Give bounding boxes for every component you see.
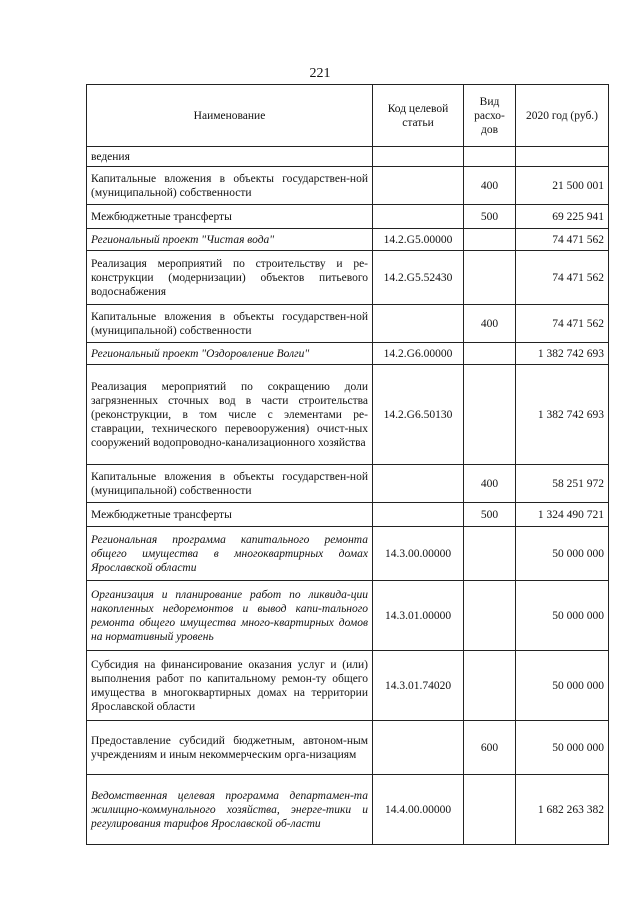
budget-table [86, 84, 609, 845]
row-code: 14.3.01.74020 [373, 651, 464, 721]
table-row [87, 251, 609, 305]
table-row [87, 229, 609, 251]
row-amount: 74 471 562 [516, 305, 609, 343]
table-row [87, 651, 609, 721]
row-code: 14.2.G5.52430 [373, 251, 464, 305]
row-code [373, 503, 464, 527]
row-kind [464, 229, 516, 251]
row-code [373, 167, 464, 205]
row-kind: 400 [464, 465, 516, 503]
row-name: Капитальные вложения в объекты государствен-ной (муниципальной) собственности [87, 465, 373, 503]
header-year: 2020 год (руб.) [516, 85, 609, 147]
table-row [87, 527, 609, 581]
row-kind: 500 [464, 503, 516, 527]
table-row [87, 721, 609, 775]
row-amount: 50 000 000 [516, 527, 609, 581]
row-code: 14.4.00.00000 [373, 775, 464, 845]
row-kind: 400 [464, 167, 516, 205]
table-row [87, 147, 609, 167]
row-kind [464, 251, 516, 305]
row-name: Капитальные вложения в объекты государствен-ной (муниципальной) собственности [87, 167, 373, 205]
row-code: 14.2.G5.00000 [373, 229, 464, 251]
table-row [87, 167, 609, 205]
row-code [373, 465, 464, 503]
row-kind [464, 147, 516, 167]
row-name: Межбюджетные трансферты [87, 205, 373, 229]
row-code [373, 721, 464, 775]
row-amount: 1 682 263 382 [516, 775, 609, 845]
row-amount: 74 471 562 [516, 229, 609, 251]
row-amount: 50 000 000 [516, 651, 609, 721]
row-kind [464, 343, 516, 365]
table-row [87, 205, 609, 229]
row-name: Капитальные вложения в объекты государствен-ной (муниципальной) собственности [87, 305, 373, 343]
row-name: ведения [87, 147, 373, 167]
table-row [87, 581, 609, 651]
header-kind: Вид расхо-дов [464, 85, 516, 147]
table-row [87, 465, 609, 503]
row-amount: 50 000 000 [516, 581, 609, 651]
row-amount: 50 000 000 [516, 721, 609, 775]
row-amount: 74 471 562 [516, 251, 609, 305]
row-name: Субсидия на финансирование оказания услуг и (или) выполнения работ по капитальному ремон-ту общего имущества в многоквартирных домах на территории Ярославской области [87, 651, 373, 721]
row-amount: 1 324 490 721 [516, 503, 609, 527]
row-amount: 58 251 972 [516, 465, 609, 503]
row-amount: 1 382 742 693 [516, 343, 609, 365]
row-name: Предоставление субсидий бюджетным, автоном-ным учреждениям и иным некоммерческим орга-низациям [87, 721, 373, 775]
row-kind: 400 [464, 305, 516, 343]
row-kind [464, 651, 516, 721]
table-row [87, 365, 609, 465]
row-code [373, 205, 464, 229]
row-name: Региональная программа капитального ремонта общего имущества в многоквартирных домах Ярославской области [87, 527, 373, 581]
row-kind [464, 775, 516, 845]
row-amount: 1 382 742 693 [516, 365, 609, 465]
page-number: 221 [309, 66, 331, 81]
table-row [87, 775, 609, 845]
row-code [373, 305, 464, 343]
header-code: Код целевой статьи [373, 85, 464, 147]
row-kind [464, 581, 516, 651]
table-header-row [87, 85, 609, 147]
row-amount [516, 147, 609, 167]
table-row [87, 305, 609, 343]
row-code: 14.2.G6.50130 [373, 365, 464, 465]
row-code: 14.3.01.00000 [373, 581, 464, 651]
row-amount: 69 225 941 [516, 205, 609, 229]
table-row [87, 343, 609, 365]
row-amount: 21 500 001 [516, 167, 609, 205]
row-kind [464, 527, 516, 581]
row-name: Региональный проект "Чистая вода" [87, 229, 373, 251]
table-row [87, 503, 609, 527]
row-name: Реализация мероприятий по сокращению доли загрязненных сточных вод в части строительства (реконструкции, в том числе с элементами ре-ставрации, технического перевооружения) очист-ных сооружений водопроводно-канализационного хозяйства [87, 365, 373, 465]
row-code: 14.3.00.00000 [373, 527, 464, 581]
header-name: Наименование [87, 85, 373, 147]
row-name: Межбюджетные трансферты [87, 503, 373, 527]
row-name: Организация и планирование работ по ликвида-ции накопленных недоремонтов и вывод капи-тального ремонта общего имущества много-квартирных домов на нормативный уровень [87, 581, 373, 651]
row-name: Ведомственная целевая программа департамен-та жилищно-коммунального хозяйства, энерге-тики и регулирования тарифов Ярославской об-ласти [87, 775, 373, 845]
row-name: Реализация мероприятий по строительству и ре-конструкции (модернизации) объектов питьевого водоснабжения [87, 251, 373, 305]
row-name: Региональный проект "Оздоровление Волги" [87, 343, 373, 365]
row-code: 14.2.G6.00000 [373, 343, 464, 365]
row-code [373, 147, 464, 167]
row-kind: 600 [464, 721, 516, 775]
row-kind: 500 [464, 205, 516, 229]
row-kind [464, 365, 516, 465]
